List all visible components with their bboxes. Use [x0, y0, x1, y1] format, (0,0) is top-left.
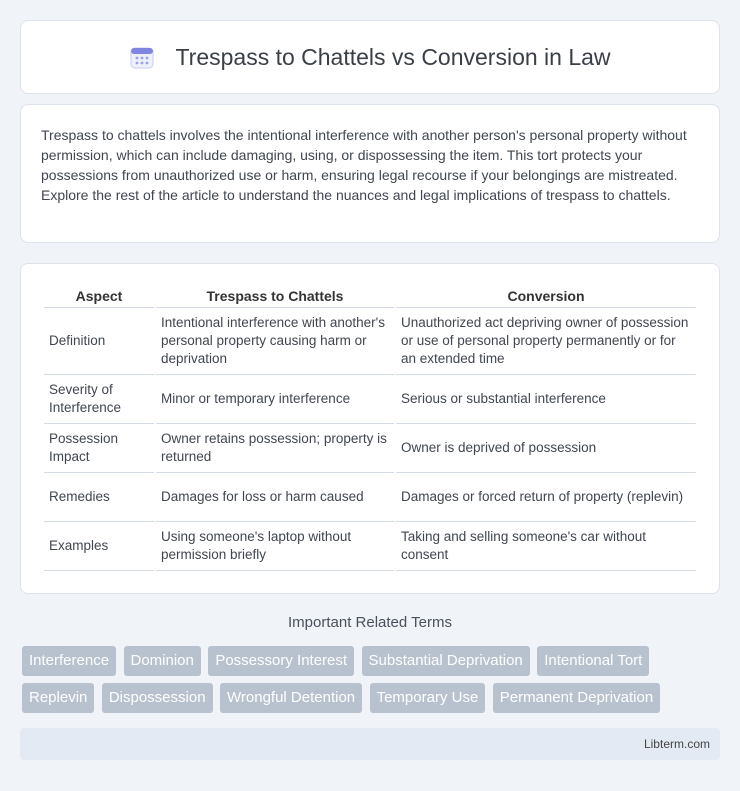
- table-row: [44, 473, 696, 522]
- intro-text: Trespass to chattels involves the intentional interference with another person's personal property without permission, which can include damaging, using, or dispossessing the item. This tort protects your possessions from unauthorized use or harm, ensuring legal recourse if your belongings are mistreated. Explore the rest of the article to understand the nuances and legal implications of trespass to chattels.: [41, 127, 687, 203]
- tag-interference[interactable]: Interference: [22, 646, 116, 676]
- tag-possessory-interest[interactable]: Possessory Interest: [208, 646, 354, 676]
- table-row: [44, 375, 696, 424]
- intro-card: [20, 104, 720, 243]
- related-terms-list: [22, 646, 722, 720]
- tag-replevin[interactable]: Replevin: [22, 683, 94, 713]
- cell-aspect: Severity of Interference: [44, 375, 154, 424]
- comparison-table: [42, 284, 698, 571]
- footer: [20, 728, 720, 760]
- tag-intentional-tort[interactable]: Intentional Tort: [537, 646, 649, 676]
- table-row: [44, 308, 696, 375]
- cell-aspect: Definition: [44, 308, 154, 375]
- header-conversion: Conversion: [396, 284, 696, 308]
- cell-aspect: Possession Impact: [44, 424, 154, 473]
- header-card: [20, 20, 720, 94]
- tag-dispossession[interactable]: Dispossession: [102, 683, 213, 713]
- cell-trespass: Using someone's laptop without permission briefly: [156, 522, 394, 571]
- page-title: Trespass to Chattels vs Conversion in Law: [175, 43, 611, 70]
- tag-dominion[interactable]: Dominion: [124, 646, 201, 676]
- cell-trespass: Minor or temporary interference: [156, 375, 394, 424]
- related-terms-title: Important Related Terms: [288, 614, 452, 631]
- tag-temporary-use[interactable]: Temporary Use: [370, 683, 486, 713]
- cell-aspect: Remedies: [44, 473, 154, 522]
- tag-substantial-deprivation[interactable]: Substantial Deprivation: [362, 646, 530, 676]
- header-trespass: Trespass to Chattels: [156, 284, 394, 308]
- cell-conversion: Damages or forced return of property (replevin): [396, 473, 696, 522]
- tag-permanent-deprivation[interactable]: Permanent Deprivation: [493, 683, 660, 713]
- cell-conversion: Unauthorized act depriving owner of possession or use of personal property permanently or for an extended time: [396, 308, 696, 375]
- header-aspect: Aspect: [44, 284, 154, 308]
- cell-aspect: Examples: [44, 522, 154, 571]
- table-row: [44, 424, 696, 473]
- cell-trespass: Owner retains possession; property is returned: [156, 424, 394, 473]
- calendar-icon: [129, 44, 155, 70]
- tag-wrongful-detention[interactable]: Wrongful Detention: [220, 683, 362, 713]
- cell-conversion: Taking and selling someone's car without consent: [396, 522, 696, 571]
- cell-trespass: Damages for loss or harm caused: [156, 473, 394, 522]
- footer-site-link[interactable]: Libterm.com: [643, 737, 710, 751]
- cell-conversion: Owner is deprived of possession: [396, 424, 696, 473]
- table-row: [44, 522, 696, 571]
- comparison-table-card: [20, 263, 720, 594]
- cell-conversion: Serious or substantial interference: [396, 375, 696, 424]
- cell-trespass: Intentional interference with another's personal property causing harm or deprivation: [156, 308, 394, 375]
